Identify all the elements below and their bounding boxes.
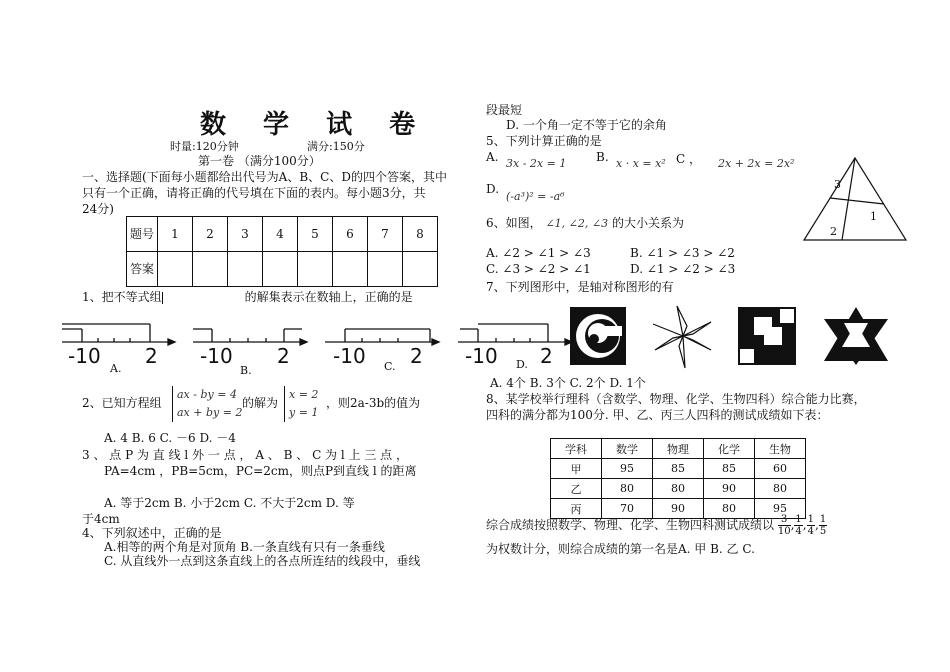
tick-label: -1 [465, 344, 485, 368]
table-header-cell: 数学 [602, 439, 653, 459]
option-a-label: A. [110, 362, 122, 375]
section1-intro-line3: 24分) [82, 202, 114, 216]
page-title: 数 学 试 卷 [200, 110, 430, 140]
numberline-c-right: 2 [410, 344, 423, 368]
q1-text-before: 1、把不等式组 [82, 290, 162, 304]
option-b-label: B. [240, 364, 252, 377]
table-cell: 95 [602, 459, 653, 479]
tick-label: 0 [352, 344, 366, 368]
answer-table-header-number: 题号 [127, 217, 158, 252]
denominator: 10 [777, 526, 791, 537]
numerator: 3 [778, 514, 791, 526]
numberline-c-left [333, 344, 366, 368]
answer-cell[interactable] [228, 252, 263, 287]
answer-cell[interactable] [333, 252, 368, 287]
table-cell: 60 [755, 459, 806, 479]
tick-label: -1 [200, 344, 220, 368]
q8-line4: 为权数计分，则综合成绩的第一名是A. 甲 B. 乙 C. [486, 542, 755, 556]
answer-table-number: 4 [263, 217, 298, 252]
table-cell: 丙 [551, 499, 602, 519]
q3-line1: 3 、 点 P 为 直 线 l 外 一 点 ， A 、 B 、 C 为 l 上 三 点 ， [82, 448, 408, 462]
q6-option-c: C. ∠3 > ∠2 > ∠1 [486, 262, 591, 276]
q7-options: A. 4个 B. 3个 C. 2个 D. 1个 [490, 376, 646, 390]
answer-table-number: 2 [193, 217, 228, 252]
answer-cell[interactable] [403, 252, 438, 287]
q8-line1: 8、某学校举行理科（含数学、物理、化学、生物四科）综合能力比赛， [486, 392, 866, 406]
q2-eq1: ax - by = 4 [177, 388, 237, 401]
q2-text-before: 2、已知方程组 [82, 396, 162, 410]
answer-cell[interactable] [193, 252, 228, 287]
table-header-cell: 化学 [704, 439, 755, 459]
weight-fraction [794, 514, 802, 537]
table-cell: 80 [704, 499, 755, 519]
table-cell: 90 [704, 479, 755, 499]
table-cell: 80 [755, 479, 806, 499]
answer-table-header-answer: 答案 [127, 252, 158, 287]
q3-line2: PA=4cm ，PB=5cm，PC=2cm，则点P到直线 l 的距离 [104, 464, 417, 478]
q6-angles: ∠1, ∠2, ∠3 [545, 217, 609, 230]
q4-line5: D. 一个角一定不等于它的余角 [506, 118, 667, 132]
q2-sol1: x = 2 [289, 388, 319, 401]
option-d-label: D. [516, 358, 528, 371]
q2-options: A. 4 B. 6 C. －6 D. －4 [104, 431, 236, 445]
numerator: 1 [807, 514, 814, 525]
numberline-b-right: 2 [277, 344, 290, 368]
figure-swirl [570, 307, 626, 365]
weight-fraction [778, 514, 791, 537]
q4-line3: C. 从直线外一点到这条直线上的各点所连结的线段中，垂线 [104, 554, 421, 568]
angle-label-2: 2 [830, 225, 837, 238]
score-table [550, 438, 806, 519]
q8-line3: 综合成绩按照数学、物理、化学、生物四科测试成绩以 $\frac{3}{10}$, $\frac{1}{4}$, $\frac{1}{4}$, $\frac{1}{5}$ [486, 514, 827, 537]
table-cell: 乙 [551, 479, 602, 499]
q6-option-b: B. ∠1 > ∠3 > ∠2 [630, 246, 735, 260]
denominator: 4 [795, 526, 802, 537]
answer-cell[interactable] [298, 252, 333, 287]
numberline-d-right: 2 [540, 344, 553, 368]
tick-label: 0 [484, 344, 498, 368]
q6-text-end: 的大小关系为 [611, 216, 684, 230]
q8-weights-text: 综合成绩按照数学、物理、化学、生物四科测试成绩以 [486, 518, 775, 532]
table-cell: 80 [602, 479, 653, 499]
q2-eq2: ax + by = 2 [177, 406, 243, 419]
q6-line1 [486, 214, 684, 231]
q6-option-a: A. ∠2 > ∠1 > ∠3 [486, 246, 591, 260]
table-cell: 甲 [551, 459, 602, 479]
section1-intro-line1: 一、选择题(下面每小题都给出代号为A、B、C、D的四个答案，其中 [82, 170, 447, 184]
q3-line4: 于4cm [82, 512, 120, 526]
table-header-row [551, 439, 806, 459]
q2-sol2: y = 1 [289, 406, 319, 419]
q4-line2: A.相等的两个角是对顶角 B.一条直线有只有一条垂线 [104, 540, 385, 554]
numberline-b-left [200, 344, 233, 368]
angle-label-3: 3 [834, 178, 841, 191]
inequality-system-brace [162, 292, 245, 304]
table-cell: 95 [755, 499, 806, 519]
figure-blocks [738, 307, 796, 365]
figure-hexagram [824, 307, 888, 365]
answer-table-number: 6 [333, 217, 368, 252]
q6-triangle-figure [800, 152, 912, 244]
full-score: 满分:150分 [307, 140, 365, 153]
numberline-a-left [68, 344, 101, 368]
q6-text: 6、如图， [486, 216, 542, 230]
q4-line4: 段最短 [486, 103, 523, 117]
table-cell: 85 [704, 459, 755, 479]
q5-option-d-label: D. [486, 182, 500, 196]
q2-system [172, 386, 242, 422]
q6-option-d: D. ∠1 > ∠2 > ∠3 [630, 262, 736, 276]
table-header-cell: 生物 [755, 439, 806, 459]
q2-text-mid: 的解为 [242, 396, 279, 410]
q8-line2: 四科的满分都为100分. 甲、乙、丙三人四科的测试成绩如下表： [486, 408, 829, 422]
denominator: 5 [819, 526, 827, 537]
table-cell: 70 [602, 499, 653, 519]
angle-label-1: 1 [870, 210, 877, 223]
table-cell: 90 [653, 499, 704, 519]
q5-option-a-expr: 3x - 2x = 1 [506, 157, 567, 170]
q2-solution [284, 386, 318, 422]
table-cell: 85 [653, 459, 704, 479]
table-header-cell: 物理 [653, 439, 704, 459]
q5-option-b-expr: x · x = x² [616, 157, 666, 170]
q3-line3: A. 等于2cm B. 小于2cm C. 不大于2cm D. 等 [104, 496, 355, 510]
q1-text-after: 的解集表示在数轴上，正确的是 [244, 290, 413, 304]
q5-option-c-expr: 2x + 2x = 2x² [718, 157, 795, 170]
answer-table-number: 3 [228, 217, 263, 252]
q7-figures [568, 303, 898, 369]
table-row [551, 479, 806, 499]
table-row [551, 459, 806, 479]
tick-label: -1 [68, 344, 88, 368]
table-cell: 80 [653, 479, 704, 499]
q5-line1: 5、下列计算正确的是 [486, 134, 602, 148]
numerator: 1 [819, 514, 827, 525]
answer-cell[interactable] [158, 252, 193, 287]
q2-text-after: ，则2a-3b的值为 [326, 396, 421, 410]
weight-fraction [819, 514, 827, 537]
figure-pinwheel [653, 306, 711, 368]
q4-line1: 4、下列叙述中，正确的是 [82, 526, 222, 540]
numberline-a-right: 2 [145, 344, 158, 368]
weight-fraction [807, 514, 815, 537]
option-c-label: C. [384, 360, 396, 373]
q5-option-a-label: A. [486, 150, 499, 164]
q5-option-c-label: C ， [676, 152, 701, 166]
answer-table-number: 7 [368, 217, 403, 252]
q7-line1: 7、下列图形中，是轴对称图形的有 [486, 280, 674, 294]
answer-table [126, 216, 438, 287]
answer-cell[interactable] [368, 252, 403, 287]
table-header-cell: 学科 [551, 439, 602, 459]
answer-table-number: 1 [158, 217, 193, 252]
answer-table-number: 8 [403, 217, 438, 252]
tick-label: 0 [87, 344, 101, 368]
answer-table-number: 5 [298, 217, 333, 252]
numerator: 1 [795, 514, 802, 525]
tick-label: -1 [333, 344, 353, 368]
q5-option-d-expr: (-a³)² = -a⁶ [506, 190, 565, 203]
section1-intro-line2: 只有一个正确，请将正确的代号填在下面的表内。每小题3分，共 [82, 186, 426, 200]
volume-heading: 第一卷 （满分100分） [198, 154, 321, 168]
tick-label: 0 [219, 344, 233, 368]
answer-cell[interactable] [263, 252, 298, 287]
q1-text [82, 288, 413, 305]
q5-option-b-label: B. [596, 150, 609, 164]
numberline-d-left [465, 344, 498, 368]
denominator: 4 [807, 526, 814, 537]
time-limit: 时量:120分钟 [170, 140, 239, 153]
